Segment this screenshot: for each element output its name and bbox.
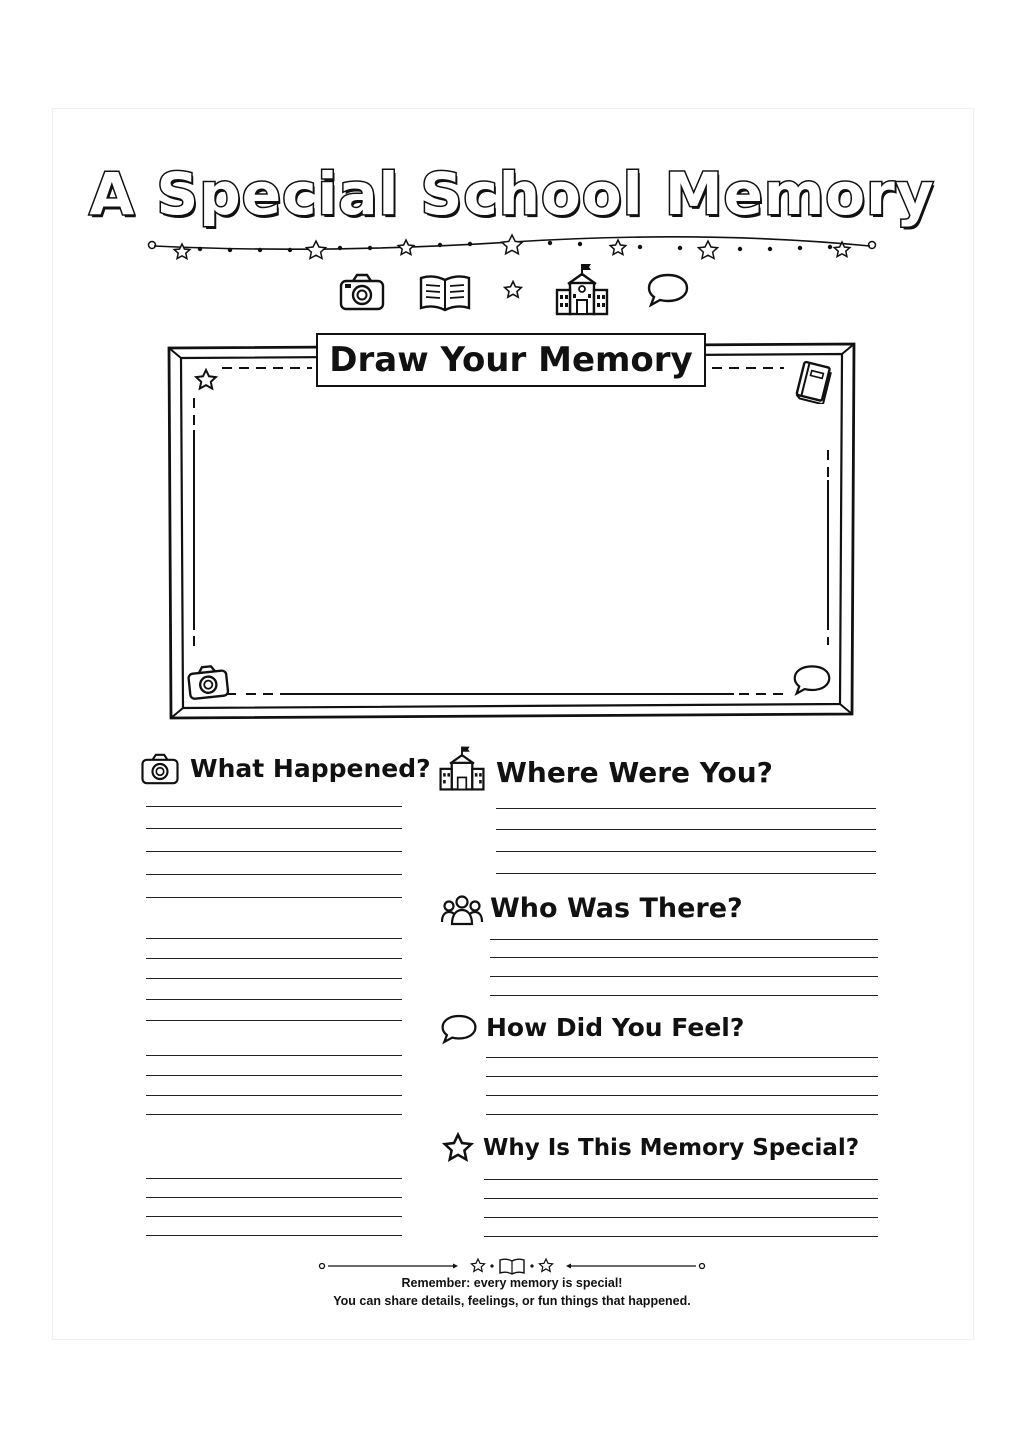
star-icon	[503, 280, 523, 300]
why-special-line[interactable]	[484, 1198, 878, 1199]
who-was-there-line[interactable]	[490, 957, 878, 958]
corner-camera-icon	[186, 664, 230, 700]
who-was-there-heading: Who Was There?	[490, 893, 743, 924]
what-happened-line[interactable]	[146, 1235, 402, 1236]
who-was-there-line[interactable]	[490, 939, 878, 940]
where-were-you-line[interactable]	[496, 851, 876, 852]
what-happened-line[interactable]	[146, 999, 402, 1000]
what-happened-camera-icon	[140, 752, 180, 786]
what-happened-line[interactable]	[146, 1178, 402, 1179]
page-title: A Special School Memory	[89, 160, 935, 228]
corner-star-icon	[194, 368, 218, 392]
what-happened-line[interactable]	[146, 897, 402, 898]
what-happened-line[interactable]	[146, 1055, 402, 1056]
what-happened-line[interactable]	[146, 938, 402, 939]
school-icon	[554, 262, 610, 316]
why-special-heading: Why Is This Memory Special?	[483, 1135, 860, 1161]
speech-bubble-icon	[646, 272, 690, 308]
how-did-you-feel-heading: How Did You Feel?	[486, 1013, 745, 1042]
drawing-frame	[164, 340, 860, 722]
camera-icon	[338, 272, 386, 312]
special-star-icon	[442, 1132, 474, 1164]
what-happened-line[interactable]	[146, 978, 402, 979]
footer-line-1: Remember: every memory is special!	[401, 1276, 623, 1290]
what-happened-line[interactable]	[146, 806, 402, 807]
how-did-you-feel-line[interactable]	[486, 1076, 878, 1077]
why-special-line[interactable]	[484, 1179, 878, 1180]
how-did-you-feel-line[interactable]	[486, 1114, 878, 1115]
who-was-there-line[interactable]	[490, 976, 878, 977]
why-special-line[interactable]	[484, 1236, 878, 1237]
star-garland	[140, 232, 884, 262]
what-happened-line[interactable]	[146, 1095, 402, 1096]
where-were-you-heading: Where Were You?	[496, 756, 773, 789]
what-happened-line[interactable]	[146, 1020, 402, 1021]
feel-speech-bubble-icon	[440, 1012, 478, 1046]
what-happened-line[interactable]	[146, 851, 402, 852]
where-school-icon	[438, 744, 486, 792]
people-icon	[440, 894, 484, 926]
footer-line-2: You can share details, feelings, or fun things that happened.	[333, 1294, 691, 1308]
what-happened-line[interactable]	[146, 1197, 402, 1198]
book-icon	[418, 274, 472, 312]
why-special-line[interactable]	[484, 1217, 878, 1218]
draw-memory-label: Draw Your Memory	[316, 333, 706, 387]
notebook-icon	[792, 360, 832, 404]
what-happened-heading: What Happened?	[190, 754, 431, 783]
where-were-you-line[interactable]	[496, 873, 876, 874]
corner-speech-bubble-icon	[792, 662, 832, 698]
what-happened-line[interactable]	[146, 1075, 402, 1076]
who-was-there-line[interactable]	[490, 995, 878, 996]
where-were-you-line[interactable]	[496, 829, 876, 830]
what-happened-line[interactable]	[146, 828, 402, 829]
where-were-you-line[interactable]	[496, 808, 876, 809]
footer-ornament	[316, 1256, 708, 1276]
what-happened-line[interactable]	[146, 1216, 402, 1217]
what-happened-line[interactable]	[146, 958, 402, 959]
how-did-you-feel-line[interactable]	[486, 1057, 878, 1058]
how-did-you-feel-line[interactable]	[486, 1095, 878, 1096]
what-happened-line[interactable]	[146, 1114, 402, 1115]
what-happened-line[interactable]	[146, 874, 402, 875]
